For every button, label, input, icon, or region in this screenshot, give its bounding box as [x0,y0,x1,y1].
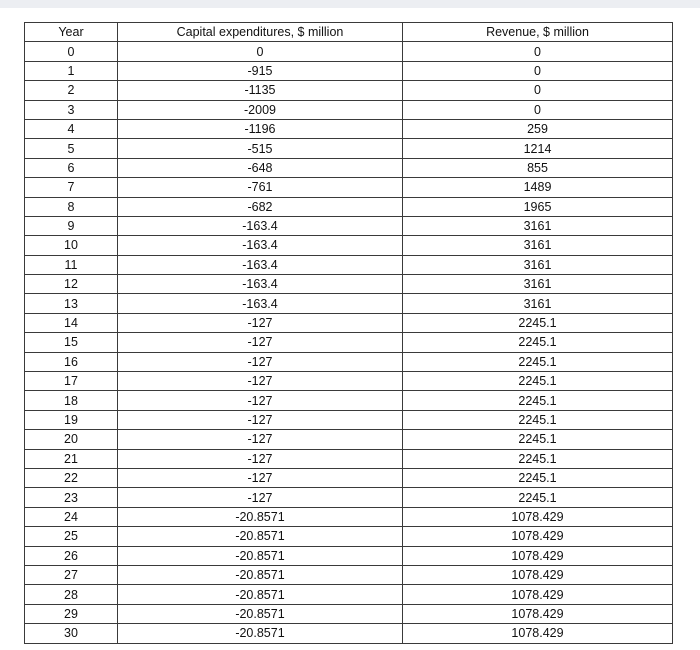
table-row [25,139,673,158]
cell-capital-expenditures: -127 [118,468,403,487]
cell-year: 16 [25,352,118,371]
top-band [0,0,700,8]
cell-year: 5 [25,139,118,158]
header-capital-expenditures: Capital expenditures, $ million [118,23,403,42]
table-row [25,352,673,371]
cell-year: 4 [25,119,118,138]
cell-capital-expenditures: -1196 [118,119,403,138]
cell-revenue: 0 [403,42,673,61]
cell-capital-expenditures: -682 [118,197,403,216]
table-row [25,255,673,274]
cell-year: 20 [25,430,118,449]
table-row [25,294,673,313]
cell-revenue: 1078.429 [403,585,673,604]
cell-revenue: 1489 [403,178,673,197]
cell-year: 15 [25,333,118,352]
table-row [25,158,673,177]
cell-capital-expenditures: -515 [118,139,403,158]
cell-capital-expenditures: -127 [118,391,403,410]
table-row [25,333,673,352]
table-row [25,585,673,604]
cell-revenue: 2245.1 [403,313,673,332]
cell-capital-expenditures: -1135 [118,81,403,100]
cell-capital-expenditures: -20.8571 [118,604,403,623]
cell-revenue: 1078.429 [403,546,673,565]
cell-revenue: 3161 [403,255,673,274]
table-row [25,119,673,138]
table-row [25,449,673,468]
table-row [25,372,673,391]
cell-capital-expenditures: -20.8571 [118,507,403,526]
header-year: Year [25,23,118,42]
cell-capital-expenditures: -163.4 [118,255,403,274]
cell-revenue: 2245.1 [403,391,673,410]
cell-revenue: 2245.1 [403,488,673,507]
table-row [25,410,673,429]
cell-capital-expenditures: -648 [118,158,403,177]
cell-capital-expenditures: -2009 [118,100,403,119]
cell-capital-expenditures: -163.4 [118,236,403,255]
table-row [25,488,673,507]
table-row [25,275,673,294]
cell-year: 13 [25,294,118,313]
cell-capital-expenditures: -163.4 [118,275,403,294]
table-body [25,42,673,643]
cell-year: 7 [25,178,118,197]
table-row [25,391,673,410]
data-table [24,22,673,644]
cell-year: 29 [25,604,118,623]
cell-year: 14 [25,313,118,332]
table-row [25,42,673,61]
cell-capital-expenditures: -761 [118,178,403,197]
cell-revenue: 1214 [403,139,673,158]
table-row [25,236,673,255]
cell-capital-expenditures: -163.4 [118,216,403,235]
cell-year: 28 [25,585,118,604]
cell-year: 19 [25,410,118,429]
cell-revenue: 2245.1 [403,449,673,468]
table-row [25,197,673,216]
table-row [25,604,673,623]
table-row [25,527,673,546]
cell-capital-expenditures: -127 [118,372,403,391]
cell-revenue: 3161 [403,294,673,313]
table-row [25,178,673,197]
cell-revenue: 2245.1 [403,410,673,429]
cell-capital-expenditures: -20.8571 [118,546,403,565]
table-row [25,61,673,80]
cell-year: 17 [25,372,118,391]
cell-revenue: 0 [403,61,673,80]
cell-year: 30 [25,624,118,643]
table-row [25,100,673,119]
cell-revenue: 1078.429 [403,527,673,546]
table-container [24,22,672,644]
table-row [25,81,673,100]
table-row [25,468,673,487]
cell-capital-expenditures: -163.4 [118,294,403,313]
cell-capital-expenditures: -127 [118,333,403,352]
cell-year: 22 [25,468,118,487]
cell-revenue: 3161 [403,275,673,294]
cell-capital-expenditures: -127 [118,352,403,371]
table-row [25,507,673,526]
cell-capital-expenditures: -20.8571 [118,585,403,604]
table-row [25,565,673,584]
cell-revenue: 1078.429 [403,565,673,584]
cell-revenue: 2245.1 [403,333,673,352]
cell-year: 10 [25,236,118,255]
cell-year: 1 [25,61,118,80]
cell-year: 21 [25,449,118,468]
cell-revenue: 1078.429 [403,507,673,526]
cell-capital-expenditures: -127 [118,488,403,507]
cell-year: 26 [25,546,118,565]
cell-year: 18 [25,391,118,410]
cell-year: 6 [25,158,118,177]
cell-revenue: 2245.1 [403,468,673,487]
cell-capital-expenditures: -127 [118,449,403,468]
cell-revenue: 0 [403,100,673,119]
cell-capital-expenditures: 0 [118,42,403,61]
header-row [25,23,673,42]
cell-capital-expenditures: -127 [118,313,403,332]
cell-revenue: 1078.429 [403,604,673,623]
cell-year: 9 [25,216,118,235]
cell-revenue: 855 [403,158,673,177]
cell-revenue: 1965 [403,197,673,216]
cell-capital-expenditures: -915 [118,61,403,80]
cell-year: 23 [25,488,118,507]
cell-revenue: 3161 [403,216,673,235]
cell-capital-expenditures: -127 [118,430,403,449]
cell-capital-expenditures: -20.8571 [118,624,403,643]
table-row [25,546,673,565]
cell-revenue: 2245.1 [403,372,673,391]
cell-revenue: 0 [403,81,673,100]
cell-revenue: 2245.1 [403,430,673,449]
cell-year: 25 [25,527,118,546]
table-row [25,216,673,235]
cell-capital-expenditures: -20.8571 [118,527,403,546]
cell-year: 11 [25,255,118,274]
cell-revenue: 259 [403,119,673,138]
cell-revenue: 1078.429 [403,624,673,643]
cell-revenue: 3161 [403,236,673,255]
cell-year: 24 [25,507,118,526]
header-revenue: Revenue, $ million [403,23,673,42]
cell-year: 8 [25,197,118,216]
cell-year: 0 [25,42,118,61]
table-row [25,313,673,332]
cell-capital-expenditures: -127 [118,410,403,429]
table-row [25,430,673,449]
table-row [25,624,673,643]
cell-capital-expenditures: -20.8571 [118,565,403,584]
cell-year: 2 [25,81,118,100]
cell-year: 12 [25,275,118,294]
cell-revenue: 2245.1 [403,352,673,371]
cell-year: 3 [25,100,118,119]
cell-year: 27 [25,565,118,584]
